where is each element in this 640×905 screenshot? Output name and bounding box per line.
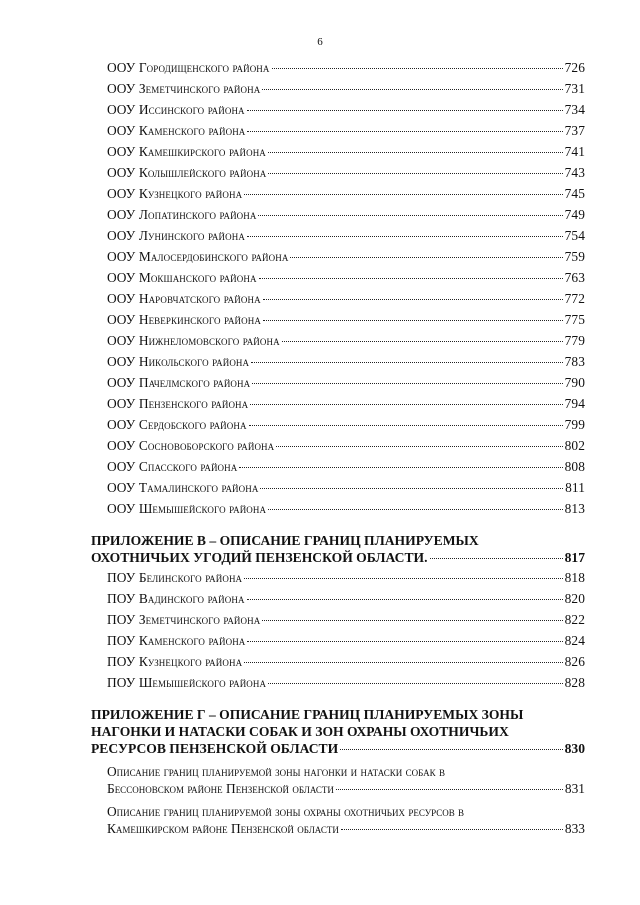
toc-entry[interactable] [91, 591, 585, 612]
toc-entry-label-line: Камешкирском районе Пензенской области [107, 821, 339, 836]
section-heading-line: ОХОТНИЧЬИХ УГОДИЙ ПЕНЗЕНСКОЙ ОБЛАСТИ. [91, 550, 428, 565]
toc-entry-page: 799 [564, 417, 585, 432]
toc-entry[interactable] [91, 291, 585, 312]
toc-entry-page: 822 [564, 612, 585, 627]
toc-entry[interactable] [91, 81, 585, 102]
leader-dots [290, 257, 562, 258]
page-number: 6 [317, 36, 323, 48]
toc-entry[interactable] [91, 633, 585, 654]
toc-entry-page: 763 [564, 270, 585, 285]
toc-entry-label: ООУ Никольского района [107, 354, 250, 369]
leader-dots [268, 683, 563, 684]
toc-entry[interactable] [91, 396, 585, 417]
toc-entry[interactable] [91, 763, 585, 797]
leader-dots [341, 829, 563, 830]
leader-dots [336, 789, 563, 790]
toc-entry-page: 731 [564, 81, 585, 96]
toc-entry-label-line: Описание границ планируемой зоны нагонки и натаски собак в [107, 764, 446, 779]
toc-entry-label: ООУ Камешкирского района [107, 144, 266, 159]
toc-entry-page: 726 [564, 60, 585, 75]
leader-dots [244, 578, 562, 579]
section-heading-line: РЕСУРСОВ ПЕНЗЕНСКОЙ ОБЛАСТИ [91, 741, 339, 756]
toc-entry[interactable] [91, 123, 585, 144]
toc-entry-label: ООУ Неверкинского района [107, 312, 261, 327]
toc-entry-label: ООУ Земетчинского района [107, 81, 261, 96]
section-page: 830 [564, 741, 585, 756]
toc-group-poy [91, 570, 585, 696]
leader-dots [239, 467, 562, 468]
toc-entry[interactable] [91, 60, 585, 81]
leader-dots [263, 320, 563, 321]
toc-entry[interactable] [91, 612, 585, 633]
toc-entry[interactable] [91, 102, 585, 123]
toc-entry[interactable] [91, 333, 585, 354]
toc-entry-label: ПОУ Белинского района [107, 570, 243, 585]
toc-entry-label: ООУ Кузнецкого района [107, 186, 243, 201]
toc-entry-label: ООУ Пензенского района [107, 396, 249, 411]
toc-entry-page: 759 [564, 249, 585, 264]
leader-dots [276, 446, 562, 447]
toc-entry-page: 820 [564, 591, 585, 606]
leader-dots [244, 662, 562, 663]
toc-entry-label: ООУ Шемышейского района [107, 501, 267, 516]
toc-entry-page: 737 [564, 123, 585, 138]
leader-dots [268, 173, 562, 174]
leader-dots [250, 404, 562, 405]
toc-entry[interactable] [91, 675, 585, 696]
toc-entry-page: 811 [565, 480, 585, 495]
toc-entry[interactable] [91, 501, 585, 522]
toc-entry-page: 833 [564, 821, 585, 836]
toc-group-ooy [91, 60, 585, 522]
leader-dots [247, 599, 563, 600]
leader-dots [251, 362, 562, 363]
toc-entry-label: ООУ Городищенского района [107, 60, 270, 75]
section-heading-g[interactable] [91, 706, 585, 757]
toc-entry-page: 741 [564, 144, 585, 159]
leader-dots [272, 68, 563, 69]
toc-entry-page: 783 [564, 354, 585, 369]
toc-entry-label: ООУ Лопатинского района [107, 207, 257, 222]
toc-entry[interactable] [91, 570, 585, 591]
toc-entry-page: 754 [564, 228, 585, 243]
toc-entry-label: ООУ Каменского района [107, 123, 246, 138]
section-heading-line: ПРИЛОЖЕНИЕ В – ОПИСАНИЕ ГРАНИЦ ПЛАНИРУЕМЫХ [91, 533, 479, 548]
leader-dots [249, 425, 563, 426]
toc-entry[interactable] [91, 270, 585, 291]
leader-dots [340, 749, 562, 750]
toc-entry[interactable] [91, 417, 585, 438]
section-heading-line: ПРИЛОЖЕНИЕ Г – ОПИСАНИЕ ГРАНИЦ ПЛАНИРУЕМЫХ ЗОНЫ [91, 707, 524, 722]
toc-entry-label-line: Бессоновском районе Пензенской области [107, 781, 334, 796]
leader-dots [259, 278, 563, 279]
toc-entry[interactable] [91, 144, 585, 165]
leader-dots [247, 236, 563, 237]
toc-entry-page: 813 [564, 501, 585, 516]
toc-entry-label: ООУ Сосновоборского района [107, 438, 275, 453]
toc-entry-page: 749 [564, 207, 585, 222]
toc-entry-label: ООУ Мокшанского района [107, 270, 257, 285]
toc-entry-label: ООУ Лунинского района [107, 228, 245, 243]
toc-entry-page: 745 [564, 186, 585, 201]
table-of-contents [91, 60, 585, 843]
toc-entry[interactable] [91, 803, 585, 837]
toc-group-zones [91, 763, 585, 837]
toc-entry-label: ООУ Наровчатского района [107, 291, 261, 306]
toc-entry-label: ООУ Колышлейского района [107, 165, 267, 180]
toc-entry-page: 775 [564, 312, 585, 327]
section-heading-v[interactable] [91, 532, 585, 566]
toc-entry-label: ООУ Тамалинского района [107, 480, 259, 495]
toc-entry[interactable] [91, 207, 585, 228]
leader-dots [247, 131, 562, 132]
toc-entry[interactable] [91, 654, 585, 675]
toc-entry-page: 826 [564, 654, 585, 669]
leader-dots [262, 89, 562, 90]
toc-entry-label: ПОУ Шемышейского района [107, 675, 267, 690]
toc-entry-label: ООУ Спасского района [107, 459, 238, 474]
toc-entry-label: ООУ Малосердобинского района [107, 249, 289, 264]
leader-dots [263, 299, 563, 300]
leader-dots [268, 152, 563, 153]
leader-dots [430, 558, 563, 559]
toc-entry[interactable] [91, 228, 585, 249]
leader-dots [244, 194, 562, 195]
leader-dots [260, 488, 563, 489]
leader-dots [282, 341, 563, 342]
toc-entry-page: 824 [564, 633, 585, 648]
toc-entry[interactable] [91, 249, 585, 270]
toc-entry[interactable] [91, 375, 585, 396]
toc-entry-page: 831 [564, 781, 585, 796]
section-heading-line: НАГОНКИ И НАТАСКИ СОБАК И ЗОН ОХРАНЫ ОХОТНИЧЬИХ [91, 724, 509, 739]
toc-entry-page: 818 [564, 570, 585, 585]
toc-entry[interactable] [91, 354, 585, 375]
toc-entry-page: 808 [564, 459, 585, 474]
toc-entry-label: ООУ Иссинского района [107, 102, 245, 117]
toc-entry-page: 772 [564, 291, 585, 306]
toc-entry-page: 828 [564, 675, 585, 690]
leader-dots [247, 110, 563, 111]
toc-entry-page: 743 [564, 165, 585, 180]
toc-entry-label: ООУ Нижнеломовского района [107, 333, 280, 348]
toc-entry-label: ПОУ Кузнецкого района [107, 654, 243, 669]
toc-entry[interactable] [91, 312, 585, 333]
toc-entry-label: ООУ Сердобского района [107, 417, 247, 432]
toc-entry-label: ООУ Пачелмского района [107, 375, 251, 390]
toc-entry-label: ПОУ Каменского района [107, 633, 246, 648]
leader-dots [247, 641, 562, 642]
leader-dots [252, 383, 562, 384]
section-page: 817 [564, 550, 585, 565]
leader-dots [258, 215, 562, 216]
toc-entry[interactable] [91, 438, 585, 459]
toc-entry-page: 779 [564, 333, 585, 348]
leader-dots [262, 620, 562, 621]
toc-entry-label-line: Описание границ планируемой зоны охраны охотничьих ресурсов в [107, 804, 465, 819]
toc-entry-page: 794 [564, 396, 585, 411]
toc-entry-label: ПОУ Земетчинского района [107, 612, 261, 627]
toc-entry[interactable] [91, 165, 585, 186]
toc-entry[interactable] [91, 480, 585, 501]
toc-entry-page: 790 [564, 375, 585, 390]
toc-entry[interactable] [91, 186, 585, 207]
leader-dots [268, 509, 563, 510]
toc-entry-page: 734 [564, 102, 585, 117]
toc-entry-label: ПОУ Вадинского района [107, 591, 245, 606]
toc-entry-page: 802 [564, 438, 585, 453]
toc-entry[interactable] [91, 459, 585, 480]
